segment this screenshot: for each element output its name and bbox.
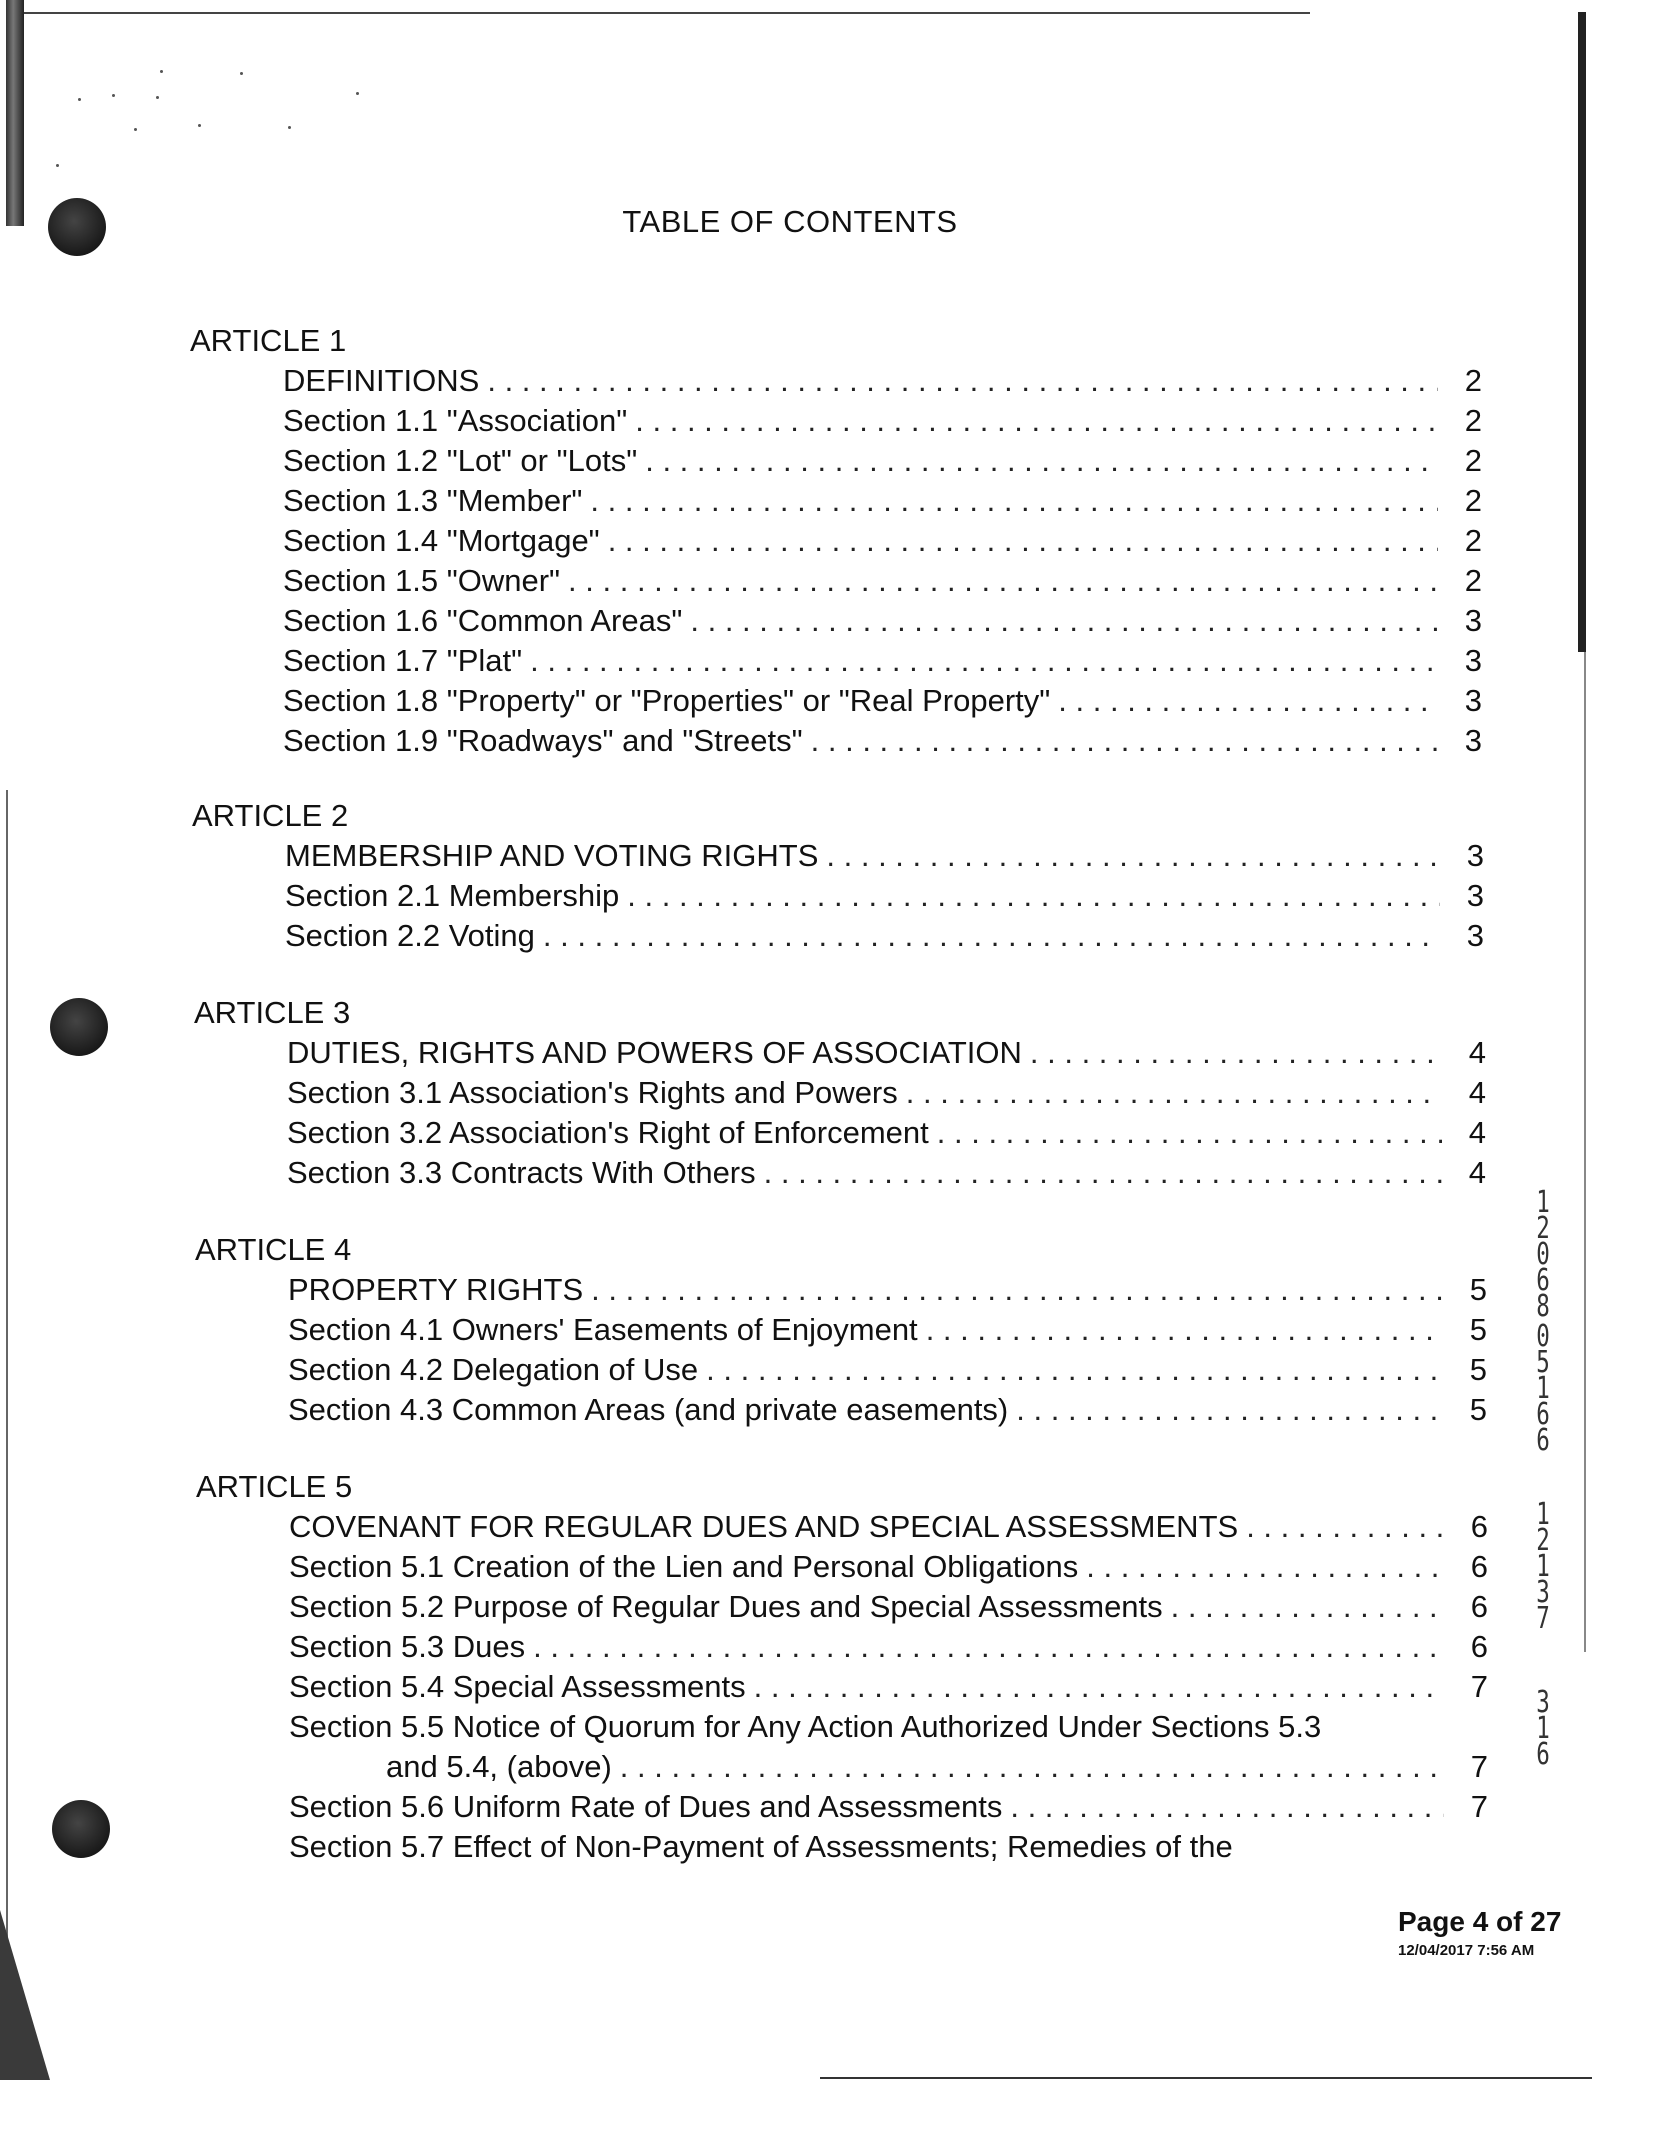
toc-entry-page: 5 xyxy=(1469,1272,1487,1307)
toc-entry-page: 3 xyxy=(1466,878,1484,913)
article-1 xyxy=(190,321,1482,761)
toc-entry-text: Section 1.9 "Roadways" and "Streets" xyxy=(283,723,803,758)
toc-entry-page: 6 xyxy=(1470,1549,1488,1584)
article-heading: ARTICLE 4 xyxy=(195,1232,352,1267)
dot-leader xyxy=(706,1350,1443,1390)
scan-corner-shadow xyxy=(0,1910,50,2080)
toc-entry-text: Section 5.3 Dues xyxy=(289,1629,526,1664)
dot-leader xyxy=(826,836,1440,876)
dot-leader xyxy=(1171,1587,1444,1627)
toc-entry-text: Section 4.3 Common Areas (and private easements) xyxy=(288,1392,1009,1427)
toc-entry-page: 3 xyxy=(1464,723,1482,758)
scan-speck xyxy=(134,128,137,131)
toc-entry-text: Section 4.1 Owners' Easements of Enjoyment xyxy=(288,1312,918,1347)
toc-entry[interactable] xyxy=(289,1547,1488,1587)
toc-entry-text: Section 5.1 Creation of the Lien and Personal Obligations xyxy=(289,1549,1079,1584)
scan-speck xyxy=(78,98,81,101)
toc-entry[interactable] xyxy=(283,721,1482,761)
toc-entry[interactable] xyxy=(287,1073,1486,1113)
scan-speck xyxy=(56,164,59,167)
toc-entry-page: 7 xyxy=(1470,1669,1488,1704)
toc-entry-text: PROPERTY RIGHTS xyxy=(288,1272,584,1307)
toc-entry-text: Section 1.2 "Lot" or "Lots" xyxy=(283,443,638,478)
dot-leader xyxy=(811,721,1438,761)
toc-entry-page: 5 xyxy=(1469,1312,1487,1347)
toc-entry-text: Section 1.4 "Mortgage" xyxy=(283,523,600,558)
toc-entry-text: DUTIES, RIGHTS AND POWERS OF ASSOCIATION xyxy=(287,1035,1022,1070)
toc-entry[interactable] xyxy=(285,836,1484,876)
dot-leader xyxy=(906,1073,1442,1113)
toc-entry[interactable] xyxy=(289,1827,1488,1867)
article-5 xyxy=(196,1467,1488,1867)
toc-entry-page: 3 xyxy=(1464,643,1482,678)
toc-entry[interactable] xyxy=(287,1033,1486,1073)
toc-entry[interactable] xyxy=(288,1350,1487,1390)
dot-leader xyxy=(1058,681,1438,721)
punch-hole xyxy=(52,1800,110,1858)
recording-stamp-seq: 316 xyxy=(1536,1685,1550,1772)
toc-entry-page: 3 xyxy=(1466,918,1484,953)
dot-leader xyxy=(530,641,1438,681)
toc-entry[interactable] xyxy=(283,441,1482,481)
dot-leader xyxy=(1030,1033,1442,1073)
dot-leader xyxy=(1086,1547,1444,1587)
toc-entry[interactable] xyxy=(283,401,1482,441)
print-timestamp: 12/04/2017 7:56 AM xyxy=(1398,1942,1535,1959)
toc-entry-text: Section 5.7 Effect of Non-Payment of Assessments; Remedies of the xyxy=(289,1829,1233,1864)
toc-entry[interactable] xyxy=(283,361,1482,401)
scan-left-edge xyxy=(6,0,24,226)
toc-entry-text: Section 1.3 "Member" xyxy=(283,483,583,518)
toc-entry-page: 2 xyxy=(1464,363,1482,398)
toc-entry[interactable] xyxy=(283,481,1482,521)
toc-entry[interactable] xyxy=(285,916,1484,956)
toc-entry[interactable] xyxy=(289,1667,1488,1707)
article-3 xyxy=(194,993,1486,1193)
toc-entry-page: 4 xyxy=(1468,1115,1486,1150)
recording-stamp-page: 05166 xyxy=(1536,1319,1550,1458)
toc-entry[interactable] xyxy=(289,1507,1488,1547)
toc-entry-text: COVENANT FOR REGULAR DUES AND SPECIAL ASSESSMENTS xyxy=(289,1509,1239,1544)
dot-leader xyxy=(635,401,1438,441)
toc-entry-page: 5 xyxy=(1469,1392,1487,1427)
toc-entry-page: 2 xyxy=(1464,443,1482,478)
dot-leader xyxy=(937,1113,1442,1153)
scan-speck xyxy=(356,92,359,95)
dot-leader xyxy=(1010,1787,1444,1827)
toc-entry-text: Section 5.2 Purpose of Regular Dues and Special Assessments xyxy=(289,1589,1163,1624)
toc-entry-text: Section 1.5 "Owner" xyxy=(283,563,561,598)
dot-leader xyxy=(627,876,1440,916)
dot-leader xyxy=(533,1627,1444,1667)
dot-leader xyxy=(568,561,1438,601)
toc-entry[interactable] xyxy=(285,876,1484,916)
scan-left-edge-line xyxy=(6,790,8,1950)
toc-entry-page: 7 xyxy=(1470,1749,1488,1784)
scan-speck xyxy=(288,126,291,129)
scan-speck xyxy=(198,124,201,127)
dot-leader xyxy=(543,916,1440,956)
toc-entry-text: Section 3.3 Contracts With Others xyxy=(287,1155,756,1190)
dot-leader xyxy=(645,441,1438,481)
toc-entry[interactable] xyxy=(283,641,1482,681)
toc-entry-page: 6 xyxy=(1470,1629,1488,1664)
toc-entry-page: 6 xyxy=(1470,1589,1488,1624)
toc-entry[interactable] xyxy=(283,521,1482,561)
dot-leader xyxy=(620,1747,1444,1787)
toc-entry-text: Section 1.6 "Common Areas" xyxy=(283,603,683,638)
toc-entry[interactable] xyxy=(288,1270,1487,1310)
toc-entry-text: MEMBERSHIP AND VOTING RIGHTS xyxy=(285,838,819,873)
toc-entry[interactable] xyxy=(283,561,1482,601)
toc-entry[interactable] xyxy=(283,681,1482,721)
toc-entry[interactable] xyxy=(289,1627,1488,1667)
scan-right-edge xyxy=(1578,12,1586,652)
toc-entry-page: 2 xyxy=(1464,523,1482,558)
scan-speck xyxy=(112,94,115,97)
toc-entry[interactable] xyxy=(288,1310,1487,1350)
dot-leader xyxy=(764,1153,1442,1193)
page-title: TABLE OF CONTENTS xyxy=(622,204,958,239)
toc-entry[interactable] xyxy=(288,1390,1487,1430)
toc-entry-continuation[interactable] xyxy=(386,1747,1488,1787)
article-2 xyxy=(192,796,1484,956)
toc-entry-text: Section 3.2 Association's Right of Enforcement xyxy=(287,1115,929,1150)
toc-entry-text: Section 2.2 Voting xyxy=(285,918,535,953)
toc-entry-text: Section 4.2 Delegation of Use xyxy=(288,1352,699,1387)
dot-leader xyxy=(591,1270,1443,1310)
toc-entry-page: 2 xyxy=(1464,483,1482,518)
toc-entry-text: DEFINITIONS xyxy=(283,363,480,398)
dot-leader xyxy=(487,361,1438,401)
dot-leader xyxy=(754,1667,1444,1707)
toc-entry[interactable] xyxy=(289,1787,1488,1827)
scan-speck xyxy=(160,70,163,73)
toc-entry-page: 4 xyxy=(1468,1155,1486,1190)
page-number-label: Page 4 of 27 xyxy=(1398,1906,1562,1937)
toc-entry-page: 3 xyxy=(1464,683,1482,718)
scan-speck xyxy=(240,72,243,75)
toc-entry-text: Section 1.8 "Property" or "Properties" or "Real Property" xyxy=(283,683,1051,718)
toc-entry-page: 6 xyxy=(1470,1509,1488,1544)
toc-entry[interactable] xyxy=(287,1153,1486,1193)
dot-leader xyxy=(608,521,1438,561)
dot-leader xyxy=(926,1310,1443,1350)
scan-right-edge-line xyxy=(1584,652,1586,1652)
toc-entry-page: 5 xyxy=(1469,1352,1487,1387)
scan-bottom-edge xyxy=(820,2077,1592,2079)
toc-entry-page: 4 xyxy=(1468,1075,1486,1110)
article-heading: ARTICLE 1 xyxy=(190,323,347,358)
toc-entry[interactable] xyxy=(289,1587,1488,1627)
punch-hole xyxy=(50,998,108,1056)
toc-entry-text: and 5.4, (above) xyxy=(386,1749,612,1784)
scan-speck xyxy=(156,96,159,99)
toc-entry[interactable] xyxy=(283,601,1482,641)
toc-entry-page: 2 xyxy=(1464,563,1482,598)
toc-entry-text: Section 5.4 Special Assessments xyxy=(289,1669,746,1704)
dot-leader xyxy=(690,601,1438,641)
article-heading: ARTICLE 5 xyxy=(196,1469,353,1504)
toc-entry[interactable] xyxy=(289,1707,1488,1747)
dot-leader xyxy=(1246,1507,1444,1547)
toc-entry[interactable] xyxy=(287,1113,1486,1153)
toc-entry-page: 7 xyxy=(1470,1789,1488,1824)
toc-entry-text: Section 3.1 Association's Rights and Powers xyxy=(287,1075,898,1110)
dot-leader xyxy=(1016,1390,1443,1430)
toc-entry-page: 3 xyxy=(1466,838,1484,873)
article-4 xyxy=(195,1230,1487,1430)
article-heading: ARTICLE 3 xyxy=(194,995,351,1030)
recording-stamp-doc: 12137 xyxy=(1536,1497,1550,1636)
toc-entry-page: 3 xyxy=(1464,603,1482,638)
toc-entry-text: Section 5.5 Notice of Quorum for Any Action Authorized Under Sections 5.3 xyxy=(289,1709,1322,1744)
dot-leader xyxy=(590,481,1438,521)
recording-stamp-book: 12068 xyxy=(1536,1185,1550,1324)
scan-top-edge xyxy=(22,12,1310,14)
article-heading: ARTICLE 2 xyxy=(192,798,349,833)
toc-entry-text: Section 2.1 Membership xyxy=(285,878,620,913)
toc-entry-page: 2 xyxy=(1464,403,1482,438)
toc-entry-text: Section 1.1 "Association" xyxy=(283,403,628,438)
toc-entry-text: Section 1.7 "Plat" xyxy=(283,643,523,678)
toc-entry-page: 4 xyxy=(1468,1035,1486,1070)
toc-entry-text: Section 5.6 Uniform Rate of Dues and Assessments xyxy=(289,1789,1003,1824)
